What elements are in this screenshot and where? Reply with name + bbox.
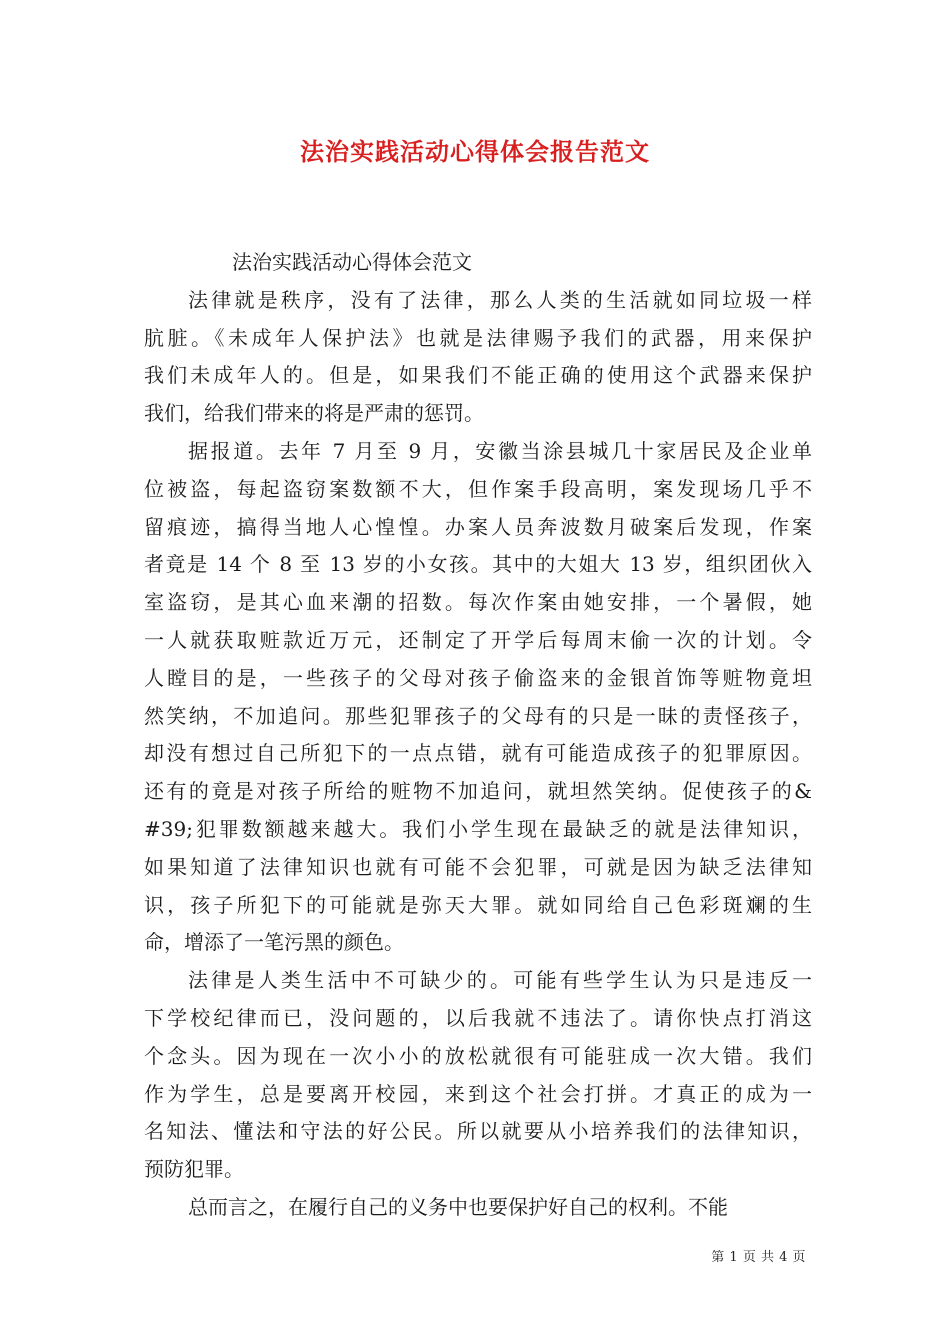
body-text-line: 识，孩子所犯下的可能就是弥天大罪。就如同给自己色彩斑斓的生	[144, 892, 812, 917]
body-text-line: 预防犯罪。	[144, 1157, 244, 1182]
body-text-line: #39;犯罪数额越来越大。我们小学生现在最缺乏的就是法律知识，	[144, 816, 812, 841]
body-text-line: 还有的竟是对孩子所给的赃物不加追问，就坦然笑纳。促使孩子的&	[144, 779, 812, 804]
body-text-line: 名知法、懂法和守法的好公民。所以就要从小培养我们的法律知识，	[144, 1119, 812, 1144]
body-text-line: 法律就是秩序，没有了法律，那么人类的生活就如同垃圾一样	[188, 287, 812, 312]
body-text-line: 据报道。去年 7 月至 9 月，安徽当涂县城几十家居民及企业单	[188, 438, 812, 463]
body-text-line: 个念头。因为现在一次小小的放松就很有可能驻成一次大错。我们	[144, 1043, 812, 1068]
body-text-line: 留痕迹，搞得当地人心惶惶。办案人员奔波数月破案后发现，作案	[144, 514, 812, 539]
body-text-line: 者竟是 14 个 8 至 13 岁的小女孩。其中的大姐大 13 岁，组织团伙入	[144, 552, 812, 577]
body-text-line: 如果知道了法律知识也就有可能不会犯罪，可就是因为缺乏法律知	[144, 854, 812, 879]
body-text-line: 作为学生，总是要离开校园，来到这个社会打拼。才真正的成为一	[144, 1081, 812, 1106]
body-text-line: 法律是人类生活中不可缺少的。可能有些学生认为只是违反一	[188, 968, 812, 993]
body-lines	[144, 282, 812, 1227]
body-text-line: 我们未成年人的。但是，如果我们不能正确的使用这个武器来保护	[144, 363, 812, 388]
body-text-line: 总而言之，在履行自己的义务中也要保护好自己的权利。不能	[188, 1194, 728, 1219]
body-text-line: 位被盗，每起盗窃案数额不大，但作案手段高明，案发现场几乎不	[144, 476, 812, 501]
body-text-line: 却没有想过自己所犯下的一点点错，就有可能造成孩子的犯罪原因。	[144, 741, 812, 766]
body-text-line: 我们，给我们带来的将是严肃的惩罚。	[144, 401, 484, 426]
document-title: 法治实践活动心得体会报告范文	[300, 137, 650, 166]
body-text-line: 然笑纳，不加追问。那些犯罪孩子的父母有的只是一昧的责怪孩子，	[144, 703, 812, 728]
body-text-line: 下学校纪律而已，没问题的，以后我就不违法了。请你快点打消这	[144, 1005, 812, 1030]
body-text-line: 一人就获取赃款近万元，还制定了开学后每周末偷一次的计划。令	[144, 627, 812, 652]
body-text-line: 室盗窃，是其心血来潮的招数。每次作案由她安排，一个暑假，她	[144, 590, 812, 615]
body-text-line: 肮脏。《未成年人保护法》也就是法律赐予我们的武器，用来保护	[144, 325, 812, 350]
page-number: 第 1 页 共 4 页	[711, 1250, 806, 1265]
document-body	[144, 244, 812, 1227]
body-text-line: 命，增添了一笔污黑的颜色。	[144, 930, 404, 955]
document-subtitle: 法治实践活动心得体会范文	[232, 250, 472, 274]
body-text-line: 人瞠目的是，一些孩子的父母对孩子偷盗来的金银首饰等赃物竟坦	[144, 665, 812, 690]
